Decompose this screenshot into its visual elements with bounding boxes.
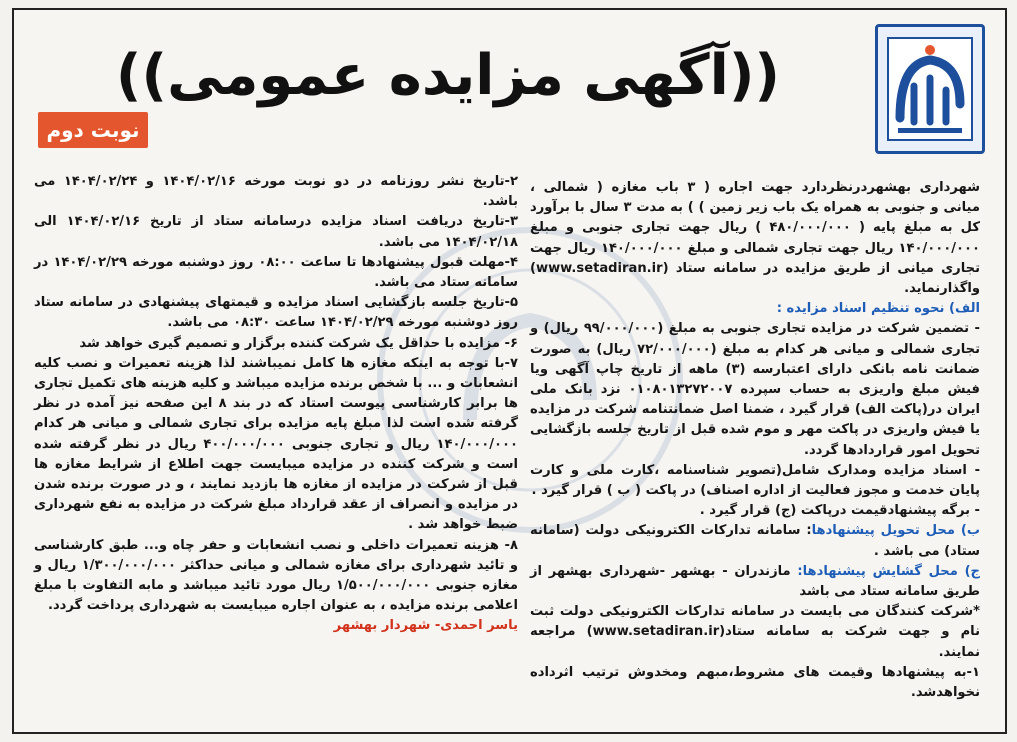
condition-7: ۷-با توجه به اینکه مغازه ها کامل نمیباشند لذا هزینه تعمیرات و نصب کلیه انشعابات و ... با شخص برنده مزایده میباشد و کلیه هزینه های تکمیل تجاری ها برابر کارشناسی پیوست استاد که در بند ۸ این صفحه نیز آمده در نظر گرفته شده است لذا مبلغ پایه مزایده برای تجاری شمالی و میانی هر کدام ۱۴۰/۰۰۰/۰۰۰ ریال و تجاری جنوبی ۴۰۰/۰۰۰/۰۰۰ ریال در نظر گرفته شده است و شرکت کننده در مزایده میبایست جهت اطلاع از شرایط مغازه ها قبل از شرکت در مزایده از مغازه ها بازدید نمایند ، و در صورت برنده شدن در مزایده و انصراف از عقد قرارداد مبلغ شرکت در مزایده به نفع شهرداری ضبط خواهد شد . [34,355,518,533]
section-b [530,521,980,561]
section-c [530,562,980,602]
section-a-heading: الف) نحوه تنظیم اسناد مزایده : [776,301,980,317]
signature: یاسر احمدی- شهردار بهشهر [333,618,518,634]
condition-5: ۵-تاریخ جلسه بازگشایی اسناد مزایده و قیمتهای پیشنهادی در سامانه ستاد روز دوشنبه مورخه ۱۴۰۴/۰۲/۲۹ ساعت ۰۸:۳۰ می باشد. [34,295,518,331]
publication-round-badge: نوبت دوم [38,112,148,148]
condition-4: ۴-مهلت قبول پیشنهادها تا ساعت ۰۸:۰۰ روز دوشنبه مورخه ۱۴۰۴/۰۲/۲۹ در سامانه ستاد می باشد. [34,254,518,291]
right-column [530,178,980,718]
left-column [34,172,518,712]
condition-8: ۸- هزینه تعمیرات داخلی و نصب انشعابات و حفر چاه و... طبق کارشناسی و تائید شهرداری برای مغازه شمالی و میانی حداکثر ۱/۳۰۰/۰۰۰/۰۰۰ ریال و مغازه جنوبی ۱/۵۰۰/۰۰۰/۰۰۰ ریال مورد تائید میباشد و مابه التفاوت با مبلغ اعلامی برنده مزایده ، به عنوان اجاره میبایست به شهرداری پرداخت گردد. [34,537,518,614]
logo-emblem-icon [884,34,976,144]
section-c-text: مازندران - بهشهر -شهرداری بهشهر از طریق سامانه ستاد می باشد [530,563,980,600]
condition-6: ۶- مزایده با حداقل یک شرکت کننده برگزار و تصمیم گیری خواهد شد [79,335,518,351]
section-c-heading: ج) محل گشایش پیشنهادها: [797,563,980,579]
section-a-price-form: - برگه پیشنهادقیمت درپاکت (ج) قرار گیرد . [699,503,980,519]
registration-note: *شرکت کنندگان می بایست در سامانه تدارکات الکترونیکی دولت ثبت نام و جهت شرکت به سامانه ستاد(www.setadiran.ir) مراجعه نمایند. [530,604,980,660]
condition-1: ۱-به پیشنهادها وقیمت های مشروط،مبهم ومخدوش ترتیب اثرداده نخواهدشد. [530,664,980,701]
section-b-heading: ب) محل تحویل پیشنهادها [811,523,980,539]
section-a-guarantee: - تضمین شرکت در مزایده تجاری جنوبی به مبلغ (۹۹/۰۰۰/۰۰۰ ریال) و تجاری شمالی و میانی هر کدام به مبلغ (۷۲/۰۰۰/۰۰۰ ریال) به صورت ضمانت نامه بانکی دارای اعتبارسه (۳) ماهه از تاریخ چاپ آگهی ویا فیش مبلغ واریزی به حساب سپرده ۰۱۰۸۰۱۳۲۷۲۰۰۷ نزد بانک ملی ایران در(پاکت الف) قرار گیرد ، ضمنا اصل ضمانتنامه شرکت در مزایده یا فیش واریزی در پاکت مهر و موم شده قبل از تاریخ جلسه بازگشایی تحویل امور قراردادها گردد. [530,321,980,458]
intro-paragraph: شهرداری بهشهردرنظردارد جهت اجاره ( ۳ باب مغازه ( شمالی ، میانی و جنوبی به همراه یک باب زیر زمین ) ) به مدت ۳ سال با برآورد کل به مبلغ پایه ( ۴۸۰/۰۰۰/۰۰۰ ) ریال جهت تجاری جنوبی و مبلغ ۱۴۰/۰۰۰/۰۰۰ ریال جهت تجاری شمالی و مبلغ ۱۴۰/۰۰۰/۰۰۰ ریال جهت تجاری میانی از طریق مزایده در سامانه ستاد (www.setadiran.ir) واگذارنماید. [530,180,980,297]
condition-2: ۲-تاریخ نشر روزنامه در دو نوبت مورخه ۱۴۰۴/۰۲/۱۶ و ۱۴۰۴/۰۲/۲۴ می باشد. [34,174,518,210]
page-title: ((آگهی مزایده عمومی)) [115,43,780,108]
section-a-documents: - اسناد مزایده ومدارک شامل(تصویر شناسنامه ،کارت ملی و کارت پایان خدمت و مجوز فعالیت از اداره اصناف) در پاکت ( ب ) قرار گیرد . [530,462,980,499]
section-b-text: : سامانه تدارکات الکترونیکی دولت (سامانه ستاد) می باشد . [530,523,980,559]
condition-3: ۳-تاریخ دریافت اسناد مزایده درسامانه ستاد از تاریخ ۱۴۰۴/۰۲/۱۶ الی ۱۴۰۴/۰۲/۱۸ می باشد. [34,214,518,250]
municipality-logo [875,24,985,154]
